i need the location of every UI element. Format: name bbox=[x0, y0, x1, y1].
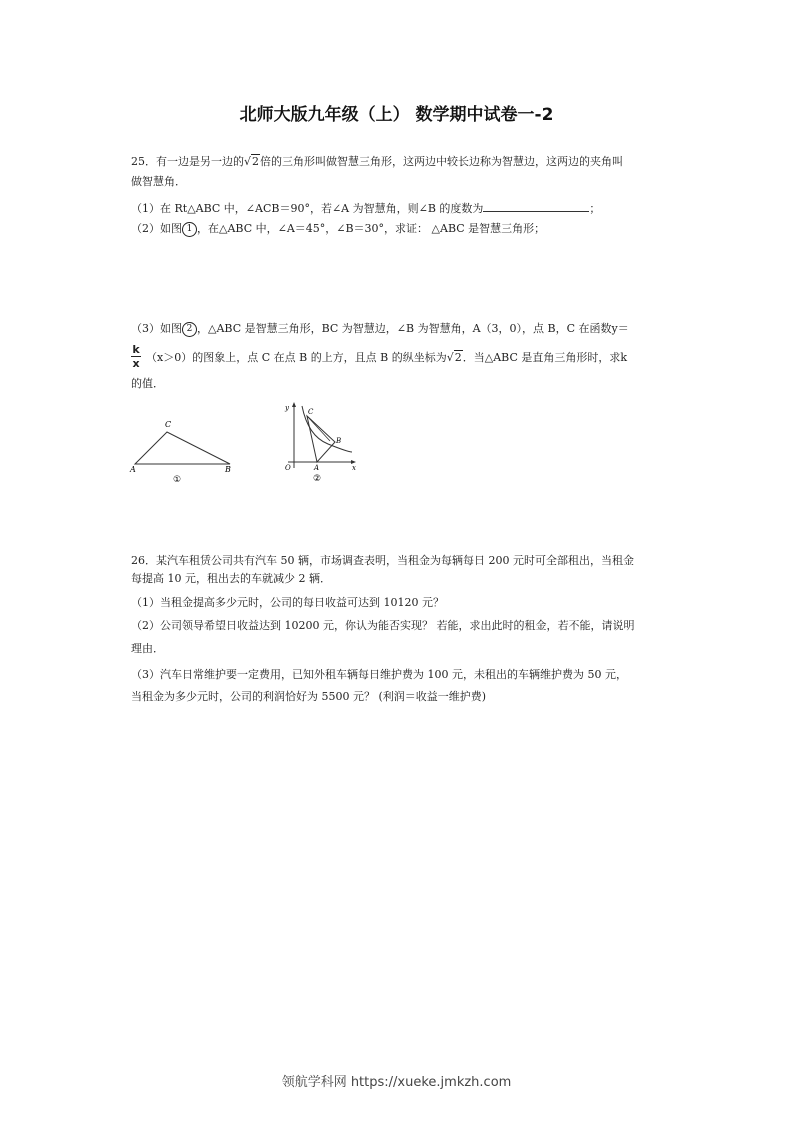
q25-part2-pre: （2）如图 bbox=[131, 222, 182, 235]
q26-stem-line1: 26．某汽车租赁公司共有汽车 50 辆，市场调查表明，当租金为每辆每日 200 元时可全部租出，当租金 bbox=[131, 554, 634, 567]
q25-part3-post: ，△ABC 是智慧三角形，BC 为智慧边，∠B 为智慧角，A（3，0），点 B，C 在函数y＝ bbox=[197, 322, 629, 335]
q26-stem-line2: 每提高 10 元，租出去的车就减少 2 辆． bbox=[131, 572, 331, 585]
q25-part3-line2 bbox=[146, 350, 627, 366]
q25-part2 bbox=[131, 221, 545, 237]
figure-ref-mark: 2 bbox=[182, 322, 197, 337]
q25-part2-post: ，在△ABC 中，∠A＝45°，∠B＝30°，求证： △ABC 是智慧三角形； bbox=[197, 222, 546, 235]
fraction-numerator: k bbox=[132, 343, 140, 356]
triangle-abc bbox=[135, 432, 230, 464]
label-b: B bbox=[225, 465, 231, 474]
sqrt-symbol: √2 bbox=[244, 155, 260, 168]
label-a: A bbox=[130, 465, 136, 474]
q25-part3-line1 bbox=[131, 321, 629, 337]
answer-blank bbox=[483, 201, 589, 212]
q26-part1: （1）当租金提高多少元时，公司的每日收益可达到 10120 元？ bbox=[131, 596, 444, 609]
figure-2-caption: ② bbox=[313, 474, 322, 484]
q26-part3-line1: （3）汽车日常维护要一定费用，已知外租车辆每日维护费为 100 元，未租出的车辆维护费为 50 元， bbox=[131, 668, 627, 681]
q25-part3-line2-post: ．当△ABC 是直角三角形时，求k bbox=[462, 351, 628, 364]
triangle-abc bbox=[307, 416, 335, 462]
label-c: C bbox=[165, 420, 172, 429]
q25-part3-line2-pre: （x＞0）的图象上，点 C 在点 B 的上方，且点 B 的纵坐标为 bbox=[146, 351, 447, 364]
q25-part1-end: ； bbox=[589, 202, 601, 215]
q25-part3-pre: （3）如图 bbox=[131, 322, 182, 335]
fraction-k-over-x bbox=[131, 343, 141, 370]
label-y: y bbox=[285, 404, 289, 412]
figure-ref-mark: 1 bbox=[182, 222, 197, 237]
sqrt-radicand: 2 bbox=[252, 155, 260, 168]
q26-part2-line1: （2）公司领导希望日收益达到 10200 元，你认为能否实现？ 若能，求出此时的租金，若不能，请说明 bbox=[131, 619, 635, 632]
figure-1-triangle bbox=[125, 412, 245, 492]
figure-1-caption: ① bbox=[173, 475, 182, 485]
q25-part3-line3: 的值． bbox=[131, 377, 164, 390]
q25-part1-text: （1）在 Rt△ABC 中，∠ACB＝90°，若∠A 为智慧角，则∠B 的度数为 bbox=[131, 202, 484, 215]
sqrt-symbol: √2 bbox=[446, 351, 462, 364]
q25-stem-line2: 做智慧角． bbox=[131, 175, 186, 188]
q26-part2-line2: 理由． bbox=[131, 642, 164, 655]
q25-stem-line1 bbox=[131, 154, 623, 170]
label-c: C bbox=[308, 408, 314, 416]
q25-part1 bbox=[131, 201, 600, 217]
y-axis-arrow bbox=[292, 402, 296, 407]
q25-stem-pre: 25．有一边是另一边的 bbox=[131, 155, 244, 168]
label-o: O bbox=[285, 464, 291, 472]
label-x: x bbox=[352, 464, 356, 472]
figure-2-graph bbox=[280, 400, 360, 485]
sqrt-radicand: 2 bbox=[454, 351, 462, 364]
page-title: 北师大版九年级（上） 数学期中试卷一-2 bbox=[239, 105, 554, 125]
label-b: B bbox=[336, 437, 342, 445]
label-a: A bbox=[314, 464, 320, 472]
q25-stem-post: 倍的三角形叫做智慧三角形，这两边中较长边称为智慧边，这两边的夹角叫 bbox=[260, 155, 624, 168]
footer-link[interactable]: 领航学科网 https://xueke.jmkzh.com bbox=[281, 1075, 512, 1090]
fraction-denominator: x bbox=[132, 357, 140, 370]
q26-part3-line2: 当租金为多少元时，公司的利润恰好为 5500 元？ (利润＝收益一维护费) bbox=[131, 690, 487, 703]
